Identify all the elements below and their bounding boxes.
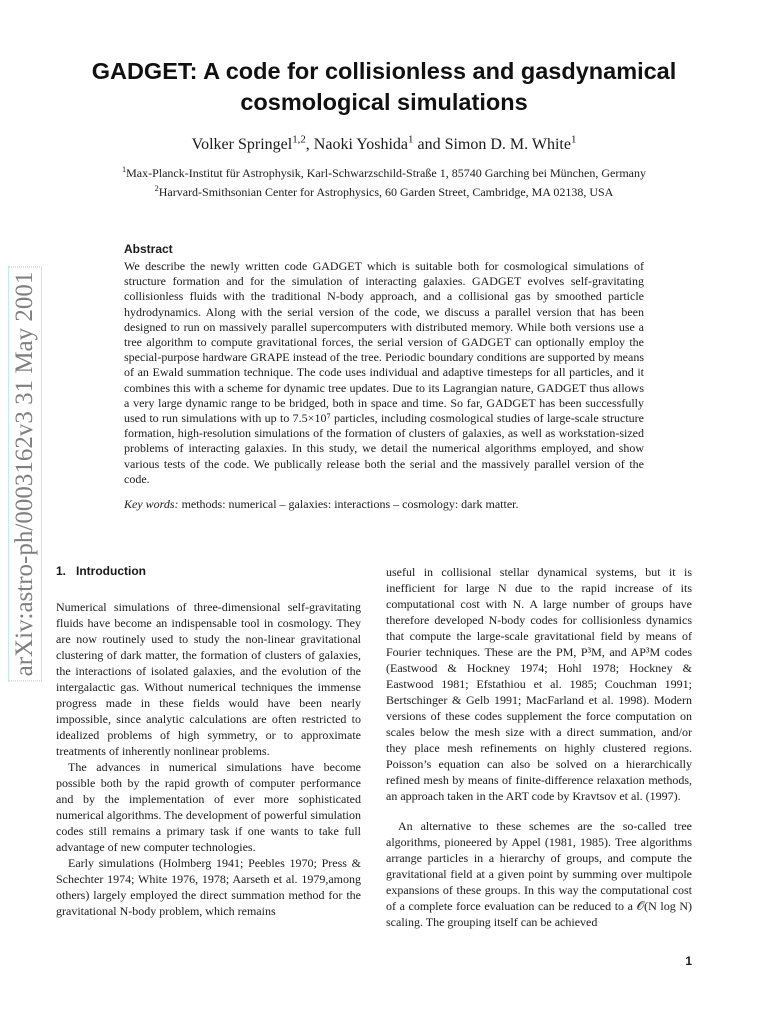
right-column: [386, 564, 692, 930]
affiliation-1: [60, 165, 708, 181]
author-name: Volker Springel: [191, 136, 293, 153]
keywords-label: Key words:: [124, 497, 179, 511]
abstract-heading: Abstract: [124, 242, 173, 256]
author-affiliation-mark: 1: [570, 133, 577, 146]
section-title: Introduction: [76, 564, 146, 578]
affiliation-2: [60, 184, 708, 200]
section-number: 1.: [56, 564, 67, 578]
affiliation-mark: 2: [154, 184, 159, 193]
paragraph: useful in collisional stellar dynamical systems, but it is inefficient for large N due to the rapid increase of its computational cost with N. A large number of groups have therefore developed N-body codes for collisionless dynamics that compute the large-scale gravitational field by means of Fourier techniques. These are the PM, P³M, and AP³M codes (Eastwood & Hockney 1974; Hohl 1978; Hockney & Eastwood 1981; Efstathiou et al. 1985; Couchman 1991; Bertschinger & Gelb 1991; MacFarland et al. 1998). Modern versions of these codes supplement the force computation on scales below the mesh size with a direct summation, and/or they place mesh refinements on highly clustered regions. Poisson’s equation can also be solved on a hierarchically refined mesh by means of finite-difference relaxation methods, an approach taken in the ART code by Kravtsov et al. (1997).: [386, 565, 692, 803]
author-separator: and: [413, 136, 445, 153]
author-separator: ,: [305, 136, 314, 153]
paragraph: An alternative to these schemes are the so-called tree algorithms, pioneered by Appel (1981, 1985). Tree algorithms arrange particles in a hierarchy of groups, and compute the gravitational field at a given point by summing over multipole expansions of these groups. In this way the computational cost of a complete force evaluation can be reduced to a 𝒪(N log N) scaling. The grouping itself can be achieved: [386, 819, 692, 929]
affiliation-text: Harvard-Smithsonian Center for Astrophysics, 60 Garden Street, Cambridge, MA 02138, USA: [158, 185, 614, 199]
author-affiliation-mark: 1: [408, 133, 414, 146]
abstract-text: We describe the newly written code GADGET which is suitable both for cosmological simulations of structure formation and for the simulation of interacting galaxies. GADGET evolves self-gravitating collisionless fluids with the traditional N-body approach, and a collisional gas by smoothed particle hydrodynamics. Along with the serial version of the code, we discuss a parallel version that has been designed to run on massively parallel supercomputers with distributed memory. While both versions use a tree algorithm to compute gravitational forces, the serial version of GADGET can optionally employ the special-purpose hardware GRAPE instead of the tree. Periodic boundary conditions are supported by means of an Ewald summation technique. The code uses individual and adaptive timesteps for all particles, and it combines this with a scheme for dynamic tree updates. Due to its Lagrangian nature, GADGET thus allows a very large dynamic range to be bridged, both in space and time. So far, GADGET has been successfully used to run simulations with up to 7.5×10⁷ particles, including cosmological studies of large-scale structure formation, high-resolution simulations of the formation of clusters of galaxies, as well as workstation-sized problems of interacting galaxies. In this study, we detail the numerical algorithms employed, and show various tests of the code. We publically release both the serial and the massively parallel version of the code.: [124, 259, 644, 486]
section-heading: [56, 564, 146, 578]
keywords-text: methods: numerical – galaxies: interactions – cosmology: dark matter.: [178, 497, 519, 511]
affiliation-mark: 1: [122, 165, 127, 174]
author-name: Simon D. M. White: [444, 136, 571, 153]
left-column: [56, 599, 361, 919]
paragraph: Numerical simulations of three-dimensional self-gravitating fluids have become an indispensable tool in cosmology. They are now routinely used to study the non-linear gravitational clustering of dark matter, the formation of clusters of galaxies, the interactions of isolated galaxies, and the evolution of the intergalactic gas. Without numerical techniques the immense progress made in these fields would have been nearly impossible, since analytic calculations are often restricted to idealized problems of high symmetry, or to approximate treatments of inherently nonlinear problems.: [56, 600, 361, 758]
paragraph: The advances in numerical simulations have become possible both by the rapid growth of computer performance and by the implementation of ever more sophisticated numerical algorithms. The development of powerful simulation codes still remains a primary task if one wants to take full advantage of new computer technologies.: [56, 760, 361, 854]
paragraph: Early simulations (Holmberg 1941; Peebles 1970; Press & Schechter 1974; White 1976, 1978; Aarseth et al. 1979,among others) largely employed the direct summation method for the gravitational N-body problem, which remains: [56, 856, 361, 918]
affiliation-text: Max-Planck-Institut für Astrophysik, Karl-Schwarzschild-Straße 1, 85740 Garching bei München, Germany: [126, 166, 646, 180]
author-affiliation-mark: 1,2: [292, 133, 306, 146]
author-name: Naoki Yoshida: [313, 136, 409, 153]
page-number: 1: [685, 954, 692, 968]
paper-title: GADGET: A code for collisionless and gasdynamical cosmological simulations: [91, 58, 677, 115]
author-list: [60, 135, 708, 155]
arxiv-stamp: [0, 254, 50, 694]
keywords: [124, 497, 644, 512]
arxiv-identifier[interactable]: arXiv:astro-ph/0003162v3 31 May 2001: [8, 267, 42, 682]
